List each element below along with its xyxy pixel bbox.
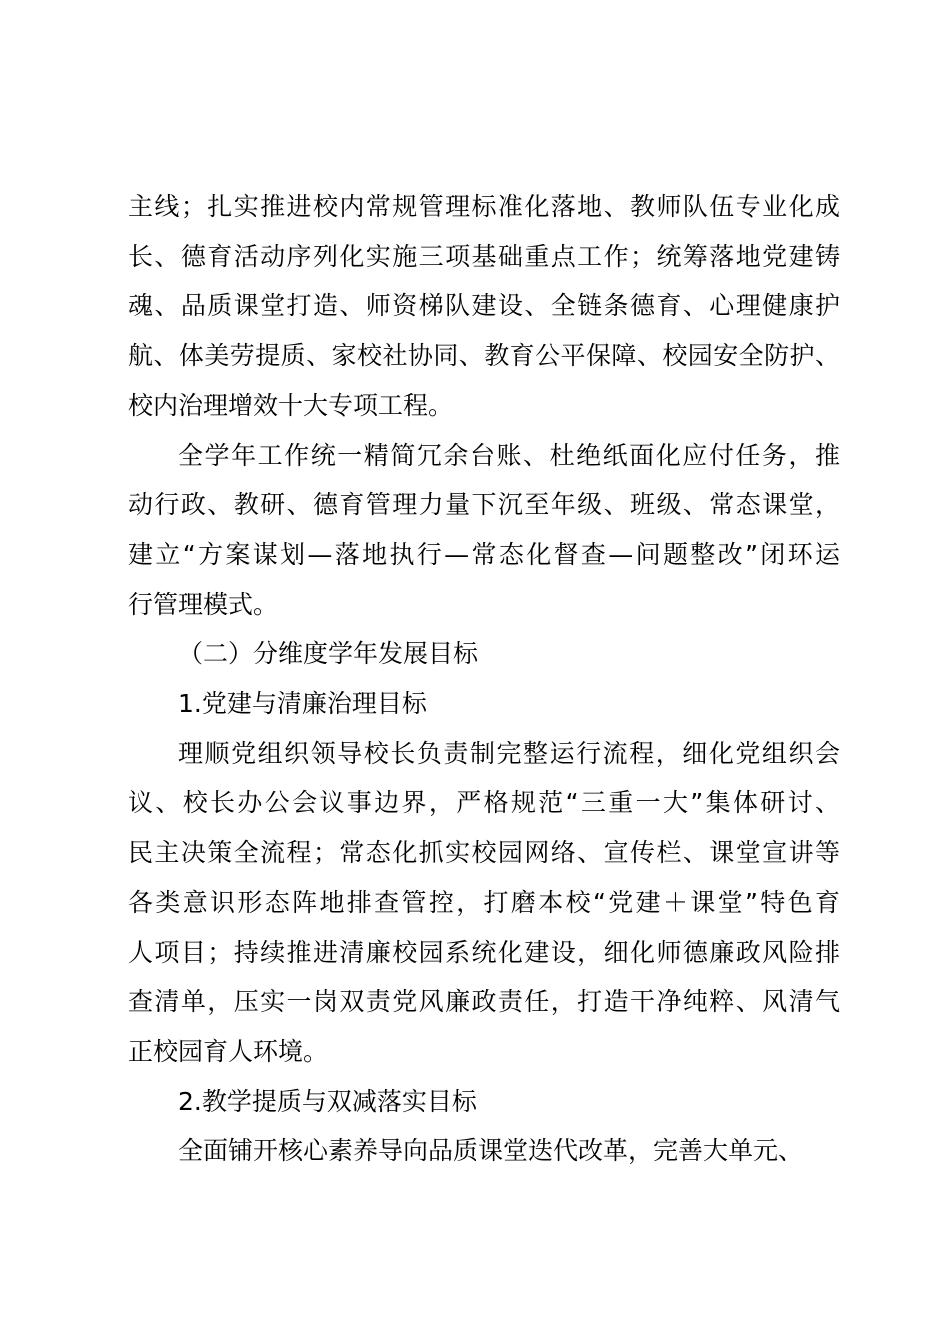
text-line: 建立“方案谋划—落地执行—常态化督查—问题整改”闭环运 bbox=[128, 539, 840, 569]
text-line: 人项目；持续推进清廉校园系统化建设，细化师德廉政风险排 bbox=[128, 937, 840, 967]
section-heading bbox=[128, 629, 840, 679]
paragraph-workflow bbox=[128, 431, 840, 630]
paragraph-teaching-quality bbox=[128, 1126, 840, 1176]
text-line: 动行政、教研、德育管理力量下沉至年级、班级、常态课堂， bbox=[128, 490, 840, 520]
subsection-heading-party bbox=[128, 679, 840, 729]
document-body bbox=[128, 182, 840, 1176]
paragraph-main-line bbox=[128, 182, 840, 431]
text-line: 主线；扎实推进校内常规管理标准化落地、教师队伍专业化成 bbox=[128, 192, 840, 221]
text-line: 航、体美劳提质、家校社协同、教育公平保障、校园安全防护、 bbox=[128, 341, 840, 371]
text-line: （二）分维度学年发展目标 bbox=[178, 639, 479, 669]
text-line: 1.党建与清廉治理目标 bbox=[178, 689, 427, 719]
text-line: 理顺党组织领导校长负责制完整运行流程，细化党组织会 bbox=[178, 738, 840, 768]
text-line: 正校园育人环境。 bbox=[128, 1036, 329, 1066]
text-line: 2.教学提质与双减落实目标 bbox=[178, 1086, 477, 1116]
text-line: 魂、品质课堂打造、师资梯队建设、全链条德育、心理健康护 bbox=[128, 291, 840, 321]
subsection-heading-teaching bbox=[128, 1077, 840, 1127]
text-line: 全学年工作统一精简冗余台账、杜绝纸面化应付任务，推 bbox=[178, 440, 840, 470]
text-line: 查清单，压实一岗双责党风廉政责任，打造干净纯粹、风清气 bbox=[128, 987, 840, 1017]
text-line: 长、德育活动序列化实施三项基础重点工作；统筹落地党建铸 bbox=[128, 241, 840, 271]
text-line: 全面铺开核心素养导向品质课堂迭代改革，完善大单元、 bbox=[178, 1136, 804, 1166]
text-line: 行管理模式。 bbox=[128, 589, 279, 619]
paragraph-party-governance bbox=[128, 729, 840, 1077]
text-line: 议、校长办公会议事边界，严格规范“三重一大”集体研讨、 bbox=[128, 788, 840, 818]
text-line: 校内治理增效十大专项工程。 bbox=[128, 390, 454, 420]
text-line: 民主决策全流程；常态化抓实校园网络、宣传栏、课堂宣讲等 bbox=[128, 838, 840, 868]
text-line: 各类意识形态阵地排查管控，打磨本校“党建＋课堂”特色育 bbox=[128, 887, 840, 917]
